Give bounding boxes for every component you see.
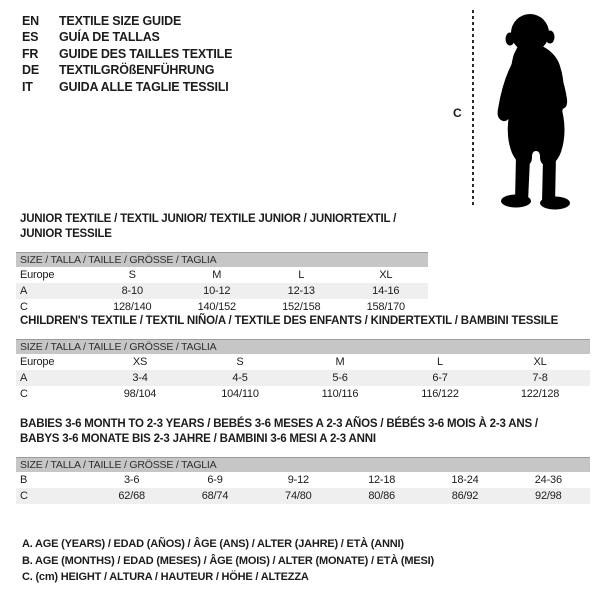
language-code: FR [22,46,39,61]
language-title: GUÍA DE TALLAS [59,30,160,45]
table-title-line: CHILDREN'S TEXTILE / TEXTIL NIÑO/A / TEXTILE DES ENFANTS / KINDERTEXTIL / BAMBINI TESSILE [20,315,559,327]
footnote-line: C. (cm) HEIGHT / ALTURA / HAUTEUR / HÖHE / ALTEZZA [22,571,309,583]
height-measure-dashed-line [472,10,474,208]
table-title [20,314,590,329]
language-row [22,13,232,29]
table-row [16,472,590,488]
table-row [16,354,590,370]
size-cell: 5-6 [332,372,348,384]
table-row [16,370,590,386]
table-title-line: BABIES 3-6 MONTH TO 2-3 YEARS / BEBÉS 3-6 MESES A 2-3 AÑOS / BÉBÉS 3-6 MOIS À 2-3 ANS / [20,418,538,430]
size-cell: 122/128 [520,388,560,400]
size-cell: 4-5 [232,372,248,384]
size-cell: 3-6 [124,474,140,486]
footnotes [22,536,434,586]
size-cell: 152/158 [282,301,321,313]
size-cell: 7-8 [532,372,548,384]
size-cell: 6-7 [432,372,448,384]
size-cell: L [437,356,443,368]
size-cell: 80/86 [368,490,395,502]
table-row [16,283,428,299]
language-code: ES [22,30,39,45]
size-cell: 24-36 [534,474,562,486]
size-cell: XL [533,356,547,368]
language-title: TEXTILGRÖßENFÜHRUNG [59,63,215,78]
language-title: GUIDE DES TAILLES TEXTILE [59,46,233,61]
row-label: A [20,285,28,297]
table-rows [16,267,428,315]
language-row [22,62,232,78]
table-rows [16,472,590,504]
size-cell: 9-12 [287,474,309,486]
size-cell: 104/110 [221,388,259,400]
size-cell: 68/74 [201,490,229,502]
table-row [16,299,428,315]
size-cell: 3-4 [132,372,148,384]
size-cell: 110/116 [321,388,359,400]
size-cell: 12-13 [287,285,315,297]
size-cell: 116/122 [421,388,459,400]
height-measure-label: C [453,106,462,120]
table-title-line: JUNIOR TEXTILE / TEXTIL JUNIOR/ TEXTILE JUNIOR / JUNIORTEXTIL / JUNIOR TESSILE [20,213,397,240]
row-label: B [20,474,28,486]
size-cell: S [128,269,136,281]
size-cell: M [335,356,345,368]
language-code: IT [22,79,33,94]
size-table [16,417,590,504]
size-cell: 128/140 [113,301,152,313]
size-cell: XS [132,356,148,368]
size-header-bar: SIZE / TALLA / TAILLE / GRÖSSE / TAGLIA [16,457,590,472]
size-cell: L [298,269,305,281]
size-cell: S [236,356,244,368]
size-cell: 74/80 [285,490,312,502]
size-header-bar: SIZE / TALLA / TAILLE / GRÖSSE / TAGLIA [16,252,428,267]
row-label: C [20,301,28,313]
language-title-list [22,13,232,95]
row-label: C [20,388,28,400]
toddler-silhouette-icon [488,8,574,210]
size-table [16,314,590,402]
size-cell: 14-16 [372,285,400,297]
row-label: Europe [20,269,55,281]
size-cell: M [212,269,222,281]
language-row [22,29,232,45]
row-label: Europe [20,356,55,368]
table-title-line: BABYS 3-6 MONATE BIS 2-3 JAHRE / BAMBINI 3-6 MESI A 2-3 ANNI [20,433,376,445]
size-cell: XL [379,269,393,281]
table-title [20,212,428,242]
language-title: TEXTILE SIZE GUIDE [59,14,182,28]
size-cell: 140/152 [197,301,236,313]
table-row [16,267,428,283]
size-cell: 10-12 [203,285,231,297]
size-cell: 8-10 [121,285,143,297]
table-rows [16,354,590,402]
size-table [16,212,428,315]
size-cell: 86/92 [451,490,479,502]
language-title: GUIDA ALLE TAGLIE TESSILI [59,79,229,94]
language-code: DE [22,63,39,78]
table-row [16,488,590,504]
size-cell: 18-24 [451,474,479,486]
size-cell: 92/98 [535,490,562,502]
footnote-line: A. AGE (YEARS) / EDAD (AÑOS) / ÂGE (ANS) / ALTER (JAHRE) / ETÀ (ANNI) [22,538,404,550]
language-code: EN [22,14,39,28]
row-label: A [20,372,28,384]
size-cell: 6-9 [207,474,223,486]
size-cell: 12-18 [368,474,396,486]
table-row [16,386,590,402]
size-cell: 158/170 [366,301,405,313]
size-header-bar: SIZE / TALLA / TAILLE / GRÖSSE / TAGLIA [16,339,590,354]
size-cell: 62/68 [118,490,145,502]
table-title [20,417,590,447]
row-label: C [20,490,28,502]
size-cell: 98/104 [123,388,157,400]
language-row [22,79,232,95]
footnote-line: B. AGE (MONTHS) / EDAD (MESES) / ÂGE (MOIS) / ALTER (MONATE) / ETÀ (MESI) [22,554,434,567]
language-row [22,46,232,62]
